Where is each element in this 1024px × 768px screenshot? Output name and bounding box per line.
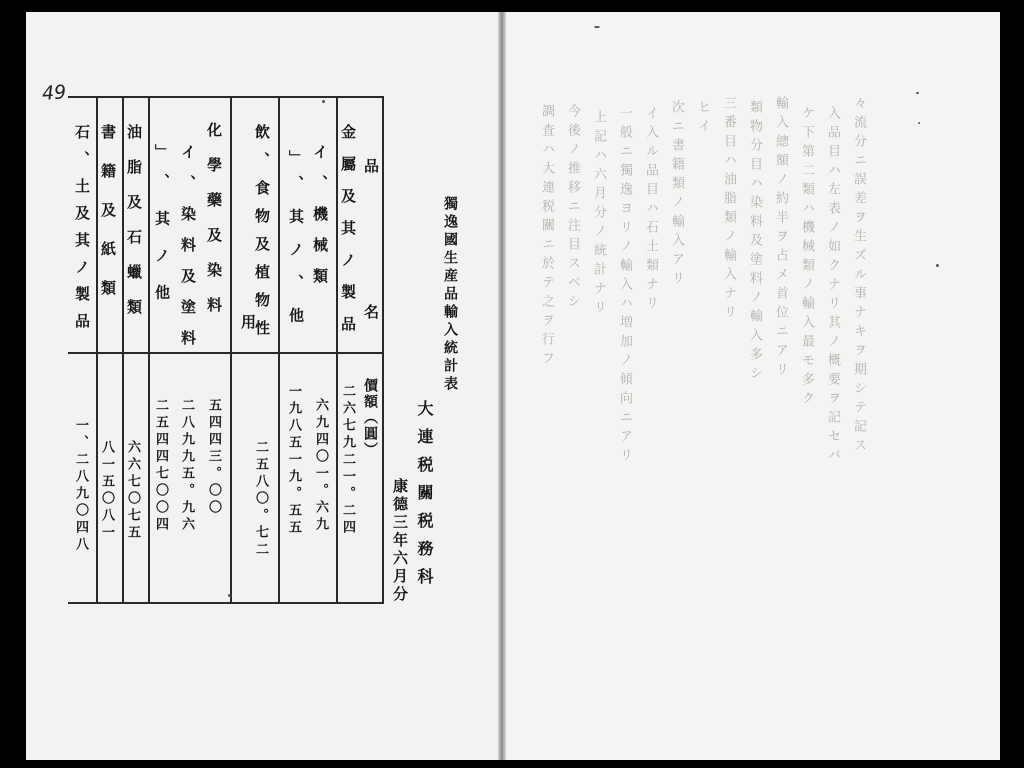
page-number: 49 <box>41 81 67 105</box>
paper-speck <box>936 264 939 267</box>
import-statistics-table <box>68 96 384 604</box>
row-item: 金屬及其ノ製品 <box>339 124 357 348</box>
row-value: 六九四〇一。六九 <box>313 398 328 534</box>
row-value: 八一五〇八一 <box>99 440 114 542</box>
bleed-text-column: 三番目ハ油脂類ノ輸入ナリ <box>721 96 736 324</box>
bleed-text-column: 輸入總額ノ約半ヲ占メ首位ニアリ <box>773 96 788 381</box>
row-item: 石、土及其ノ製品 <box>73 124 91 340</box>
row-value: 六六七〇七五 <box>125 440 140 542</box>
table-right-rule <box>382 96 384 604</box>
bleed-text-column: 今後ノ推移ニ注目スベシ <box>565 104 580 313</box>
row-value: 二五四四七〇〇四 <box>153 398 168 534</box>
table-divider <box>230 96 232 604</box>
row-value: 二八九九五。九六 <box>179 398 194 534</box>
table-divider <box>96 96 98 604</box>
paper-speck <box>322 100 325 103</box>
table-divider <box>336 96 338 604</box>
bleed-text-column: ケ下第二類ハ機械類ノ輸入最モ多ク <box>799 106 814 410</box>
issuing-office: 大連税關税務科 <box>415 400 434 596</box>
row-item: 書籍及紙類 <box>99 124 117 319</box>
table-divider <box>122 96 124 604</box>
paper-speck <box>594 26 600 28</box>
bleed-text-column: 類物分目ハ染料及塗料ノ輸入多シ <box>747 100 762 385</box>
row-item: イ、機械類 <box>311 144 329 299</box>
row-item: 」、其ノ、他 <box>287 150 305 341</box>
bleed-text-column: 々流分ニ誤差ヲ生ズル事ナキヲ期シテ記ス <box>851 96 866 457</box>
table-divider <box>278 96 280 604</box>
table-divider <box>148 96 150 604</box>
bleed-text-column: ヒイ <box>695 100 710 138</box>
paper-speck <box>916 92 919 94</box>
report-period: 康德三年六月分 <box>391 478 409 604</box>
bleed-text-column: 調査ハ大連税關ニ於テ之ヲ行フ <box>539 104 554 370</box>
row-item: 化學藥及染料 <box>205 122 223 332</box>
row-item: 飲、食物及植物性 <box>253 124 271 348</box>
row-value: 五四四三。〇〇 <box>206 398 221 517</box>
bleed-text-column: 入品目ハ左表ノ如クナリ其ノ概要ヲ記セバ <box>825 106 840 467</box>
row-value: 一九八五一九。五五 <box>286 384 301 537</box>
header-item-name: 品 名 <box>362 158 380 377</box>
paper-speck <box>228 594 231 597</box>
document-title: 獨逸國生産品輸入統計表 <box>442 196 458 394</box>
bleed-text-column: イ入ル品目ハ石土類ナリ <box>643 106 658 315</box>
bleed-text-column: 次ニ書籍類ノ輸入アリ <box>669 100 684 290</box>
bleed-text-column: 上記ハ六月分ノ統計ナリ <box>591 110 606 319</box>
row-item: 」、其ノ他 <box>153 144 171 322</box>
header-value: 價額（圓） <box>362 378 378 458</box>
row-item: イ、染料及塗料 <box>179 144 197 361</box>
bleed-text-column: 一般ニ獨逸ヨリノ輸入ハ増加ノ傾向ニアリ <box>617 106 632 467</box>
row-item: 油脂及石蠟類 <box>125 124 143 334</box>
row-item: 用 <box>239 314 257 334</box>
paper-speck <box>918 122 920 124</box>
row-value: 二五八〇。七二 <box>253 440 268 559</box>
book-gutter <box>498 12 506 760</box>
row-value: 二六七九二一。二四 <box>340 384 355 537</box>
row-value: 一、二八九〇四八 <box>73 418 88 554</box>
